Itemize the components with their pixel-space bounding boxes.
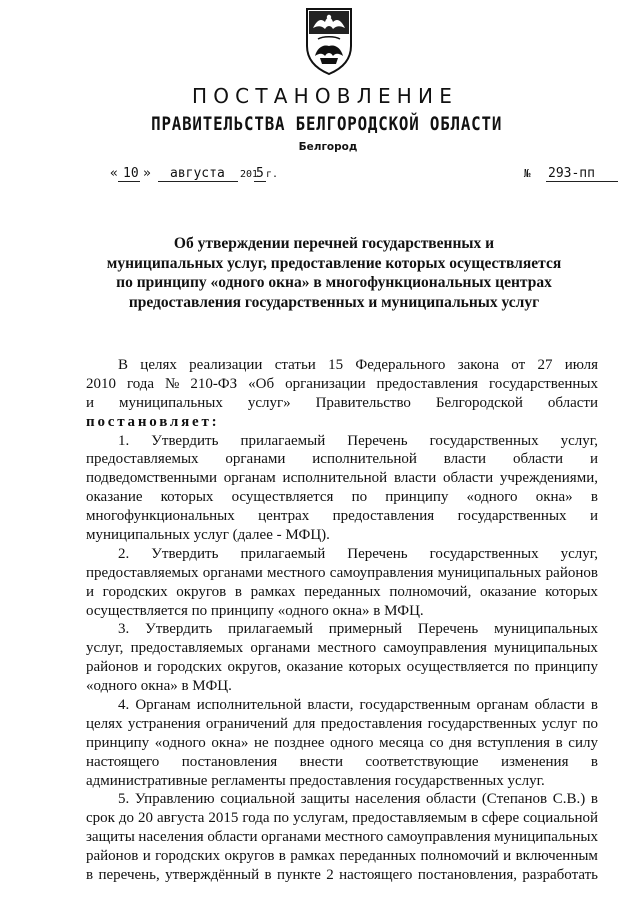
date-year-suffix: 5	[256, 166, 264, 181]
body-word: предоставляемых	[86, 564, 199, 581]
body-word: Перечень	[347, 432, 408, 449]
body-word: районов	[86, 659, 139, 676]
body-word: примерный	[328, 621, 403, 638]
body-word: №	[165, 375, 180, 392]
number-sign: №	[524, 167, 531, 180]
body-word: исполнительной	[196, 697, 302, 714]
body-word: услуг»	[247, 394, 291, 411]
body-word: Утвердить	[151, 545, 219, 562]
body-word: услуг	[541, 715, 578, 732]
body-word: реализации	[189, 357, 263, 373]
body-line	[86, 564, 598, 583]
document-body	[86, 356, 598, 885]
body-word: осуществляется	[406, 659, 509, 676]
body-word: и	[589, 508, 598, 525]
body-word: услуг,	[560, 432, 598, 449]
body-word: 27	[537, 357, 553, 373]
body-word: предоставления	[320, 715, 423, 732]
body-word: оказание	[286, 659, 344, 676]
body-word: 4.	[118, 697, 130, 714]
body-word: 1.	[118, 432, 130, 449]
body-word: внести	[299, 753, 343, 770]
body-word: принципу	[86, 734, 150, 751]
decree-number	[524, 164, 620, 184]
body-line	[86, 583, 598, 602]
body-word: «Об	[248, 375, 275, 392]
body-word: оказание	[479, 583, 537, 600]
body-word: включенным	[515, 848, 598, 865]
body-word: оказание	[86, 489, 143, 506]
body-word: настоящего	[86, 753, 160, 770]
body-word: государственных	[489, 375, 598, 392]
body-word: которых	[348, 659, 402, 676]
body-word: подведомственными	[86, 470, 218, 487]
body-word: пункте	[277, 867, 321, 884]
body-word: перечень,	[98, 867, 160, 884]
title-line: предоставления государственных и муниципальных услуг	[128, 293, 540, 311]
body-word: дня	[449, 734, 472, 751]
body-word: в	[590, 791, 598, 808]
body-word: июля	[564, 357, 598, 373]
body-word: Перечень	[417, 621, 479, 638]
body-line: «одного окна» в МФЦ.	[86, 678, 232, 695]
body-word: принципу	[534, 659, 598, 676]
body-word: постановления	[181, 753, 278, 770]
date-year-prefix: 201	[240, 169, 259, 180]
body-word: 2	[326, 867, 334, 884]
body-word: предоставляемых	[86, 451, 199, 468]
body-line	[86, 469, 598, 488]
body-word: устранения	[127, 715, 201, 732]
body-word: защиты	[300, 791, 350, 808]
body-word: муниципальных	[494, 640, 598, 657]
body-line	[86, 658, 598, 677]
body-word: и	[86, 394, 95, 411]
body-word: В	[118, 357, 129, 373]
body-word: полномочий,	[389, 583, 472, 600]
date-month: августа	[170, 166, 225, 181]
body-word: государственным	[359, 697, 471, 714]
body-line	[86, 488, 598, 507]
body-word: сфере	[481, 810, 520, 827]
body-word: самоуправления	[329, 564, 434, 581]
body-word: услуг,	[86, 640, 124, 657]
body-line	[86, 828, 598, 847]
body-word: постановления,	[417, 867, 518, 884]
body-word: предоставляемых	[130, 640, 244, 657]
body-word: Федерального	[355, 357, 446, 373]
body-word: со	[429, 734, 444, 751]
body-word: государственных	[427, 715, 537, 732]
body-word: социальной	[220, 791, 296, 808]
body-line	[86, 545, 598, 564]
body-word: области	[512, 451, 564, 468]
body-word: районов	[545, 564, 598, 581]
body-word: силу	[568, 734, 598, 751]
body-word: защиты	[86, 829, 135, 846]
body-line	[86, 620, 598, 639]
body-word: населения	[355, 791, 421, 808]
body-word: которых	[545, 583, 598, 600]
body-word: утверждённый	[165, 867, 260, 884]
body-word: в	[264, 867, 272, 884]
body-word: Органам	[135, 697, 191, 714]
body-word: органам	[476, 697, 529, 714]
body-word: (Степанов	[481, 791, 548, 808]
body-word: 20	[138, 810, 154, 827]
body-word: прилагаемый	[228, 621, 313, 638]
body-word: услуг,	[560, 545, 598, 562]
body-word: предоставления	[332, 508, 435, 525]
body-word: городских	[157, 659, 223, 676]
body-word: 3.	[118, 621, 130, 638]
body-line	[86, 507, 598, 526]
body-line: осуществляется по принципу «одного окна» в МФЦ.	[86, 602, 424, 619]
body-word: рамках	[290, 848, 336, 865]
body-word: центрах	[258, 508, 310, 525]
body-line	[86, 696, 598, 715]
body-word: в	[278, 848, 286, 865]
body-word: исполнительной	[312, 451, 417, 468]
body-word: одного	[329, 734, 374, 751]
decree-heading: ПОСТАНОВЛЕНИЕ	[191, 84, 459, 108]
body-line	[86, 394, 598, 413]
body-word: муниципальных	[494, 621, 598, 638]
body-word: настоящего	[339, 867, 413, 884]
body-word: разработать	[522, 867, 598, 884]
title-line: по принципу «одного окна» в многофункциональных центрах	[116, 274, 552, 291]
body-word: переданных	[304, 583, 381, 600]
body-word: местного	[267, 564, 326, 581]
date-close-quote: »	[143, 166, 151, 181]
date-year-abbr: г.	[266, 169, 279, 180]
body-line	[86, 809, 598, 828]
body-word: от	[511, 357, 526, 373]
body-word: в	[234, 583, 242, 600]
coat-of-arms-emblem	[303, 6, 355, 76]
body-line	[86, 790, 598, 809]
body-word: населения	[138, 829, 204, 846]
body-line	[86, 715, 598, 734]
body-word: августа	[157, 810, 205, 827]
body-word: переданных	[339, 848, 417, 865]
body-word: самоуправления	[386, 829, 491, 846]
body-word: местного	[317, 640, 377, 657]
body-word: Перечень	[347, 545, 408, 562]
body-word: области	[207, 829, 258, 846]
body-word: Белгородской	[435, 394, 523, 411]
body-word: Управлению	[134, 791, 215, 808]
body-word: области	[442, 470, 494, 487]
body-word: года	[126, 375, 155, 392]
body-word: социальной	[523, 810, 598, 827]
government-name: ПРАВИТЕЛЬСТВА БЕЛГОРОДСКОЙ ОБЛАСТИ	[151, 113, 503, 135]
body-word: которых	[160, 489, 214, 506]
body-word: 15	[328, 357, 344, 373]
body-word: по	[351, 489, 368, 506]
body-word: по	[273, 810, 290, 827]
body-word: целях	[140, 357, 177, 373]
body-word: органами	[261, 829, 322, 846]
decree-date	[110, 164, 279, 184]
body-word: власти	[393, 470, 437, 487]
body-word: городских	[155, 848, 221, 865]
body-word: окна»	[535, 489, 573, 506]
body-word: органам	[223, 470, 276, 487]
body-word: районов	[86, 848, 139, 865]
body-word: местного	[324, 829, 384, 846]
body-word: и	[142, 848, 151, 865]
day-underline	[118, 181, 140, 182]
body-word: вступления	[477, 734, 551, 751]
body-word: области	[534, 697, 585, 714]
body-word: и	[589, 451, 598, 468]
body-word: Утвердить	[145, 621, 213, 638]
number-value: 293-пп	[548, 166, 595, 181]
body-word: осуществляется	[231, 489, 334, 506]
date-open-quote: «	[110, 166, 118, 181]
body-line	[86, 450, 598, 469]
body-word: 2010	[86, 375, 116, 392]
month-underline	[158, 181, 238, 182]
body-word: государственных	[429, 432, 539, 449]
body-word: принципу	[385, 489, 449, 506]
body-line: муниципальных услуг (далее - МФЦ).	[86, 527, 330, 544]
body-word: не	[253, 734, 269, 751]
body-word: органами	[250, 640, 311, 657]
body-word: изменения	[500, 753, 569, 770]
body-word: окна»	[211, 734, 249, 751]
body-word: предоставляемым	[352, 810, 467, 827]
body-word: власти,	[307, 697, 354, 714]
body-word: власти	[443, 451, 487, 468]
body-word: прилагаемый	[240, 545, 326, 562]
body-word: и	[86, 583, 95, 600]
body-word: ограничений	[205, 715, 289, 732]
body-word: месяца	[379, 734, 424, 751]
body-line	[86, 753, 598, 772]
body-word: целях	[86, 715, 123, 732]
body-word: закона	[457, 357, 500, 373]
body-word: в	[555, 734, 563, 751]
body-word: муниципальных	[494, 829, 598, 846]
body-word: по	[582, 715, 598, 732]
body-word: в	[86, 867, 94, 884]
city-name: Белгород	[298, 141, 358, 153]
body-word: государственных	[429, 545, 539, 562]
body-word: органами	[202, 564, 263, 581]
body-word: позднее	[274, 734, 325, 751]
body-line: постановляет:	[86, 413, 220, 430]
body-word: муниципальных	[119, 394, 223, 411]
body-word: исполнительной	[282, 470, 388, 487]
body-word: учреждениями,	[499, 470, 598, 487]
body-word: и	[143, 659, 152, 676]
body-word: округов,	[227, 659, 282, 676]
body-word: «одного	[154, 734, 206, 751]
body-word: самоуправления	[383, 640, 487, 657]
body-word: 210-ФЗ	[190, 375, 238, 392]
body-word: округов	[176, 583, 227, 600]
body-word: в	[590, 489, 598, 506]
body-word: округов	[224, 848, 275, 865]
number-underline	[546, 181, 618, 182]
body-line	[86, 734, 598, 753]
document-title	[86, 234, 582, 312]
body-word: рамках	[250, 583, 296, 600]
body-word: 2015	[208, 810, 239, 827]
body-word: до	[118, 810, 135, 827]
date-day: 10	[123, 166, 139, 181]
body-word: в	[470, 810, 478, 827]
body-word: организации	[285, 375, 366, 392]
body-word: и	[503, 848, 512, 865]
body-word: прилагаемый	[240, 432, 326, 449]
body-word: года	[242, 810, 270, 827]
body-line	[86, 847, 598, 866]
body-line	[86, 356, 598, 375]
body-word: предоставления	[376, 375, 479, 392]
body-word: области	[426, 791, 477, 808]
body-word: Правительство	[315, 394, 411, 411]
year-underline	[254, 181, 266, 182]
body-line: административные регламенты предоставления государственных услуг.	[86, 772, 545, 789]
body-word: 5.	[118, 791, 130, 808]
body-line	[86, 432, 598, 451]
body-word: «одного	[466, 489, 518, 506]
body-word: муниципальных	[437, 564, 542, 581]
body-word: многофункциональных	[86, 508, 235, 525]
body-word: 2.	[118, 545, 130, 562]
body-word: соответствующие	[365, 753, 479, 770]
title-line: муниципальных услуг, предоставление которых осуществляется	[106, 254, 562, 272]
body-word: С.В.)	[552, 791, 586, 808]
body-word: области	[547, 394, 598, 411]
body-word: статьи	[274, 357, 316, 373]
body-line	[86, 639, 598, 658]
body-word: в	[590, 753, 598, 770]
body-word: для	[293, 715, 316, 732]
body-word: органами	[225, 451, 286, 468]
body-word: услугам,	[293, 810, 349, 827]
body-word: полномочий	[420, 848, 499, 865]
body-line	[86, 375, 598, 394]
body-word: по	[513, 659, 530, 676]
body-word: срок	[86, 810, 115, 827]
body-line	[86, 866, 598, 885]
body-word: государственных	[457, 508, 567, 525]
title-line: Об утверждении перечней государственных и	[173, 235, 495, 252]
body-word: Утвердить	[151, 432, 219, 449]
body-word: в	[590, 697, 598, 714]
body-word: городских	[102, 583, 168, 600]
